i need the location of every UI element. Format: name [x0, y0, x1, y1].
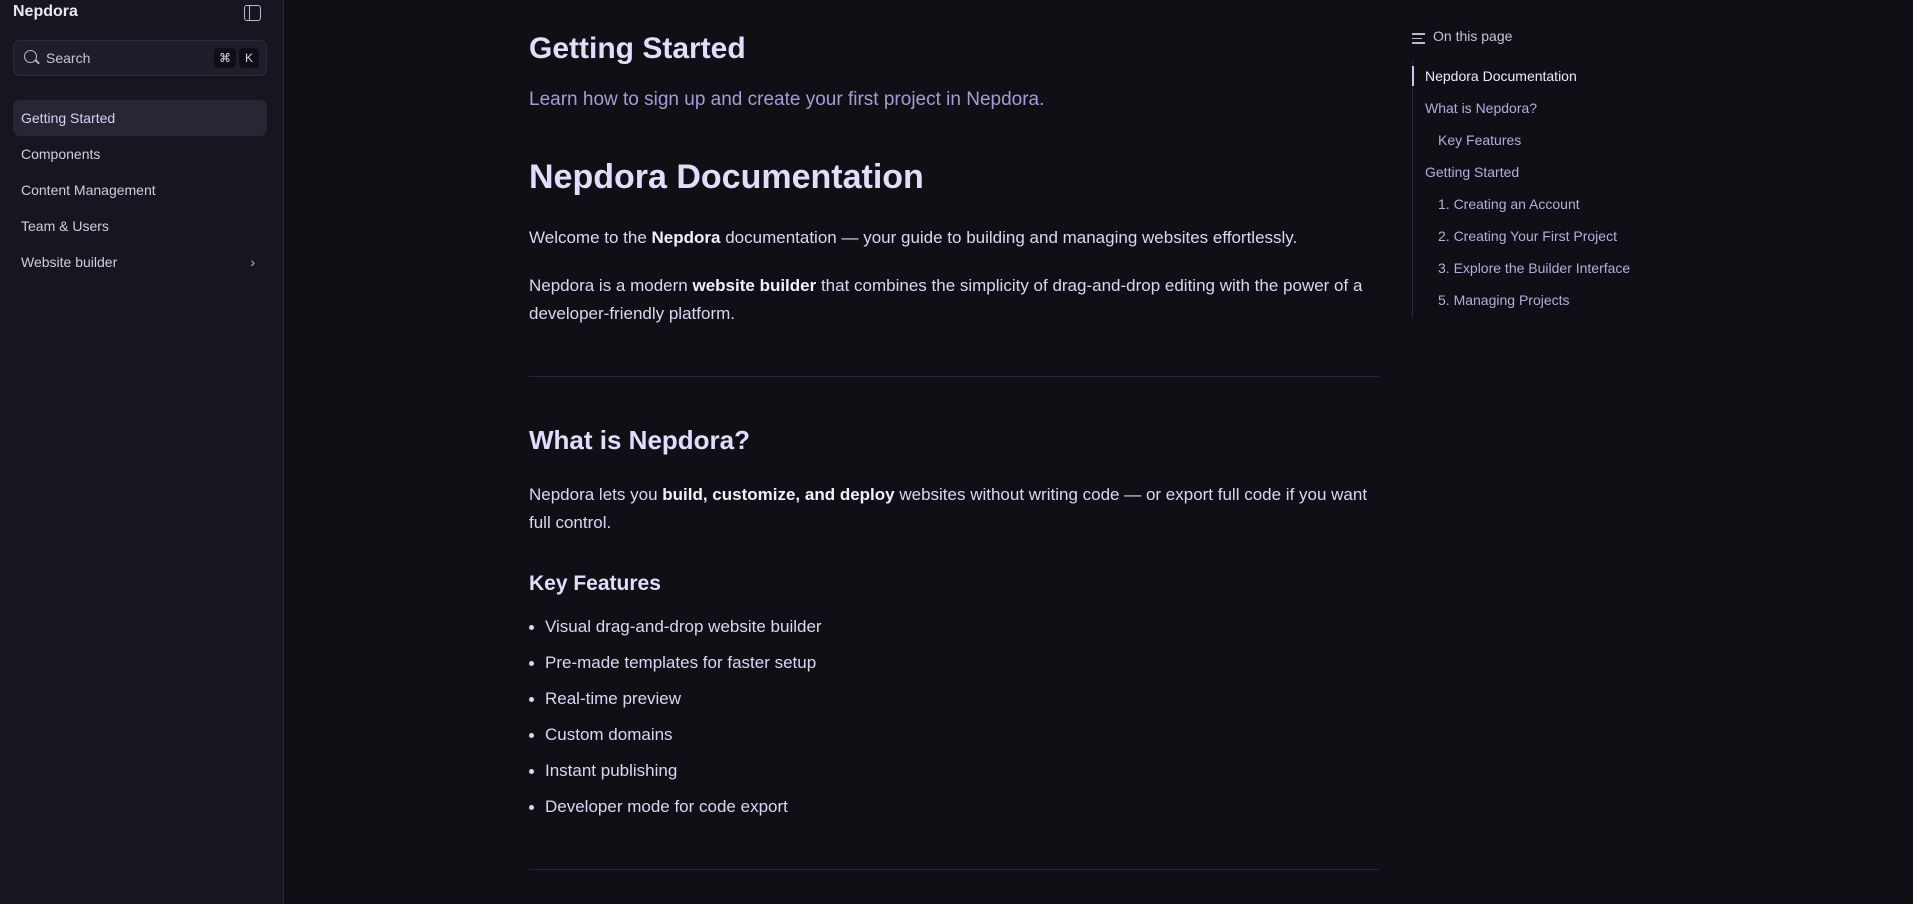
sidebar-item-components[interactable]: Components: [21, 146, 101, 162]
heading-key-features: Key Features: [529, 572, 661, 595]
list-item: Custom domains: [529, 721, 822, 757]
heading-what-is-nepdora: What is Nepdora?: [529, 425, 751, 455]
sidebar-item-getting-started[interactable]: Getting Started: [13, 100, 267, 136]
page-subtitle: Learn how to sign up and create your first project in Nepdora.: [529, 89, 1045, 110]
text: Nepdora lets you: [529, 485, 663, 504]
chevron-right-icon[interactable]: ›: [250, 254, 255, 270]
list-icon: [1412, 33, 1425, 47]
brand-name[interactable]: Nepdora: [13, 3, 78, 20]
toc-item[interactable]: 5. Managing Projects: [1438, 292, 1570, 308]
sidebar: [0, 0, 284, 904]
sidebar-nav: [13, 100, 267, 280]
shortcut-k-key: K: [239, 48, 259, 68]
sidebar-item-label: Website builder: [21, 254, 118, 270]
paragraph-welcome: [529, 224, 1379, 252]
heading-nepdora-documentation: Nepdora Documentation: [529, 158, 924, 196]
features-list: [529, 613, 822, 829]
text-bold: build, customize, and deploy: [662, 485, 895, 504]
text-bold: Nepdora: [651, 228, 721, 247]
list-item: Real-time preview: [529, 685, 822, 721]
text: that combines the simplicity of drag-and-drop editing with the power of a developer-friendly platform.: [529, 276, 1363, 323]
sidebar-toggle-icon[interactable]: [244, 5, 261, 21]
toc-item[interactable]: Getting Started: [1425, 164, 1520, 180]
text: documentation — your guide to building and managing websites effortlessly.: [720, 228, 1298, 247]
search-input[interactable]: [13, 40, 267, 76]
list-item: Instant publishing: [529, 757, 822, 793]
toc-item[interactable]: 1. Creating an Account: [1438, 196, 1580, 212]
divider: [529, 869, 1379, 870]
toc-item[interactable]: What is Nepdora?: [1425, 100, 1538, 116]
paragraph-intro: [529, 272, 1379, 328]
table-of-contents: [1412, 28, 1712, 318]
sidebar-item-team-users[interactable]: Team & Users: [21, 218, 109, 234]
page-title: Getting Started: [529, 32, 746, 65]
list-item: Visual drag-and-drop website builder: [529, 613, 822, 649]
text: Nepdora is a modern: [529, 276, 693, 295]
list-item: Developer mode for code export: [529, 793, 822, 829]
paragraph-what-is: [529, 481, 1379, 537]
shortcut-cmd-key: ⌘: [214, 48, 236, 68]
divider: [529, 376, 1379, 377]
text: Welcome to the: [529, 228, 652, 247]
toc-list: [1412, 60, 1712, 318]
toc-item[interactable]: Nepdora Documentation: [1413, 60, 1712, 92]
text: websites without writing code — or export full code if you want full control.: [529, 485, 1368, 532]
text-bold: website builder: [692, 276, 817, 295]
toc-item[interactable]: 3. Explore the Builder Interface: [1438, 260, 1631, 276]
sidebar-item-content-management[interactable]: Content Management: [21, 182, 156, 198]
search-placeholder: Search: [46, 50, 91, 66]
list-item: Pre-made templates for faster setup: [529, 649, 822, 685]
toc-item[interactable]: 2. Creating Your First Project: [1438, 228, 1617, 244]
search-icon: [24, 50, 37, 63]
sidebar-item-website-builder[interactable]: [13, 244, 267, 280]
toc-item[interactable]: Key Features: [1438, 132, 1522, 148]
toc-title: On this page: [1433, 28, 1513, 44]
toc-header: [1412, 28, 1712, 52]
